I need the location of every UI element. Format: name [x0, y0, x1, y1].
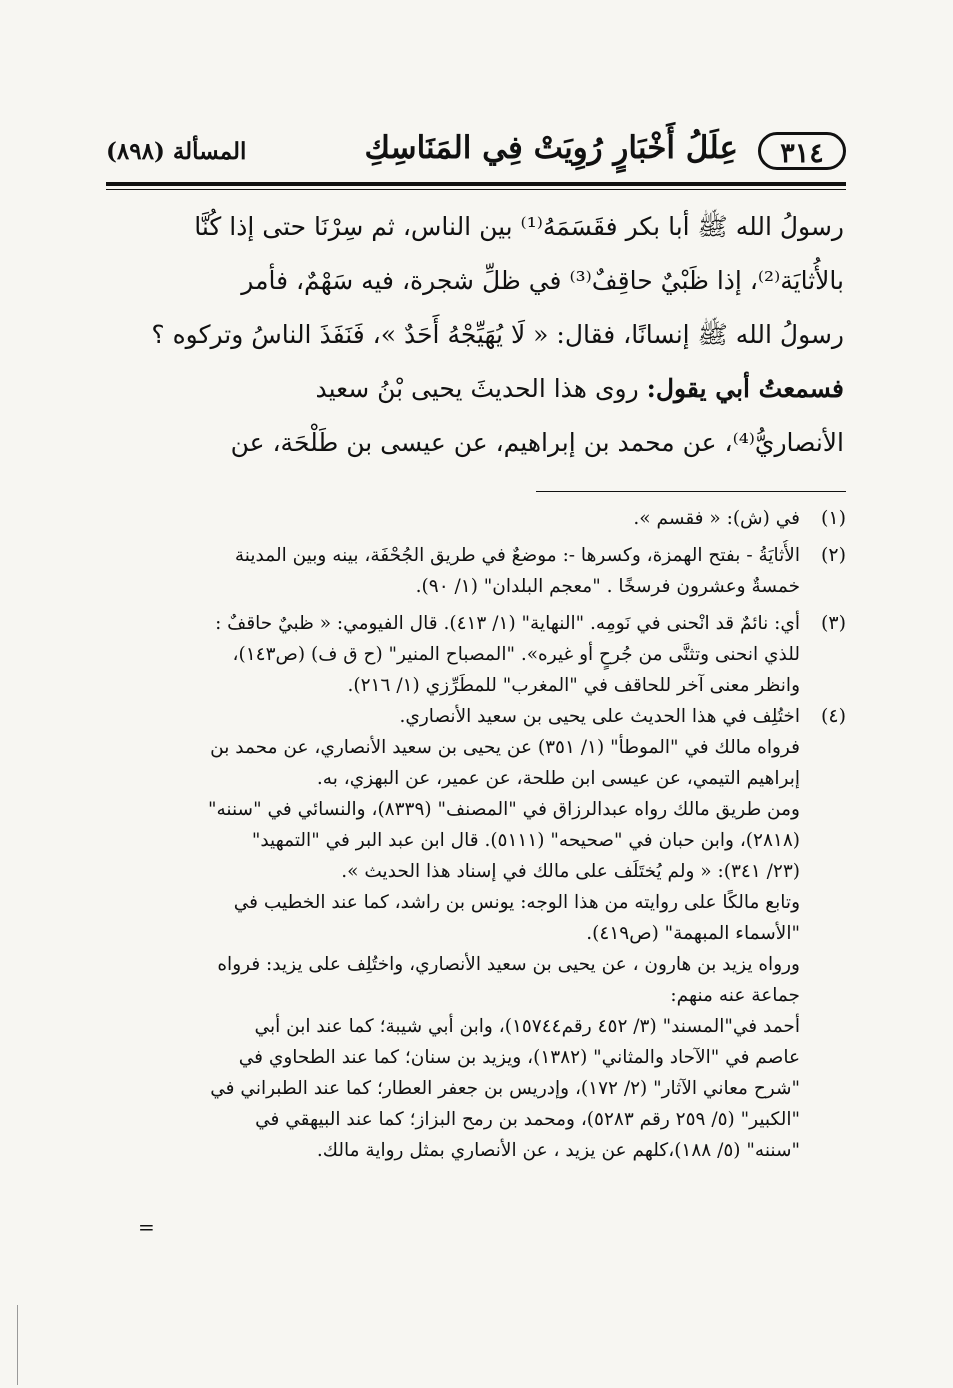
footnote-separator — [536, 491, 846, 492]
footnote-line: وانظر معنى آخر للحاقف في "المغرب" للمطَرِّزي (١/ ٢١٦). — [347, 675, 800, 696]
footnote-line: الأُثايَةُ - بفتح الهمزة، وكسرها -: موضعٌ في طريق الجُحْفَة، بينه وبين المدينة — [234, 545, 800, 566]
footnote-line: "الأسماء المبهمة" (ص٤١٩). — [586, 923, 800, 944]
footnote-line: (٢٨١٨)، وابن حبان في "صحيحه" (٥١١١). قال ابن عبد البر في "التمهيد" — [251, 830, 800, 851]
speaker-label: فسمعتُ أبي يقول: — [646, 374, 844, 403]
footnote-line: "شرح معاني الآثار" (٢/ ١٧٢)، وإدريس بن جعفر العطار؛ كما عند الطبراني في — [210, 1078, 800, 1099]
main-text-line-speaker — [106, 362, 844, 416]
footnote-line: فرواه مالك في "الموطأ" (١/ ٣٥١) عن يحيى بن سعيد الأنصاري، عن محمد بن — [210, 737, 800, 758]
continuation-mark: = — [138, 1215, 155, 1239]
footnote-1 — [110, 503, 846, 534]
footnote-4 — [110, 701, 846, 1166]
footnote-number: (٤) — [820, 705, 846, 727]
footnote-number: (٣) — [820, 612, 846, 634]
footnote-line: خمسةٌ وعشرون فرسخًا . "معجم البلدان" (١/ ٩٠). — [415, 576, 800, 597]
main-text-line: الأنصاريُّ⁽⁴⁾، عن محمد بن إبراهيم، عن عيسى بن طَلْحَة، عن — [230, 428, 844, 457]
footnote-line: وتابع مالكًا على روايته من هذا الوجه: يونس بن راشد، كما عند الخطيب في — [233, 892, 800, 913]
page-number: ٣١٤ — [758, 132, 846, 170]
footnotes — [110, 503, 846, 1166]
footnote-line: "الكبير" (٥/ ٢٥٩ رقم ٥٢٨٣)، ومحمد بن رمح البزاز؛ كما عند البيهقي في — [255, 1109, 800, 1130]
main-text-line: رسولُ الله ﷺ أبا بكر فقَسَمَهُ⁽¹⁾ بين الناس، ثم سِرْنَا حتى إذا كُنَّا — [194, 212, 844, 241]
footnote-number: (١) — [820, 507, 846, 529]
page-header — [106, 128, 846, 180]
main-text — [106, 200, 844, 470]
issue-label: المسألة (٨٩٨) — [106, 138, 247, 165]
header-rule-thick — [106, 182, 846, 186]
footnote-3 — [110, 608, 846, 701]
scan-margin-line — [17, 1305, 18, 1385]
footnote-line: أي: نائمٌ قد انْحنى في نَومِه. "النهاية" (١/ ٤١٣). قال الفيومي: « ظبيٌ حاقفٌ : — [215, 613, 800, 634]
footnote-line: عاصم في "الآحاد والمثاني" (١٣٨٢)، ويزيد بن سنان؛ كما عند الطحاوي في — [238, 1047, 800, 1068]
footnote-line: في (ش): « فقسم ». — [633, 508, 800, 529]
footnote-line: ومن طريق مالك رواه عبدالرزاق في "المصنف" (٨٣٣٩)، والنسائي في "سننه" — [207, 799, 800, 820]
header-rule-thin — [106, 189, 846, 190]
footnote-line: ورواه يزيد بن هارون ، عن يحيى بن سعيد الأنصاري، واختُلِف على يزيد: فرواه — [217, 954, 800, 975]
footnote-line: إبراهيم التيمي، عن عيسى ابن طلحة، عن عمير، عن البهزي، به. — [316, 768, 800, 789]
speaker-text: روى هذا الحديثَ يحيى بْنُ سعيد — [315, 374, 639, 403]
footnote-line: للذي انحنى وتثنَّى من جُرحٍ أو غيره». "المصباح المنير" (ح ق ف) (ص١٤٣)، — [232, 644, 800, 665]
footnote-line: اختُلِف في هذا الحديث على يحيى بن سعيد الأنصاري. — [399, 706, 800, 727]
footnote-number: (٢) — [820, 544, 846, 566]
footnote-line: أحمد في"المسند" (٣/ ٤٥٢ رقم١٥٧٤٤)، وابن أبي شيبة؛ كما عند ابن أبي — [254, 1016, 800, 1037]
footnote-line: "سننه" (٥/ ١٨٨)،كلهم عن يزيد ، عن الأنصاري بمثل رواية مالك. — [316, 1140, 800, 1161]
footnote-line: (٢٣/ ٣٤١): « ولم يُختَلَف على مالك في إسناد هذا الحديث ». — [341, 861, 800, 882]
main-text-line: بالأُثايَة⁽²⁾، إذا ظَبْيٌ حاقِفٌ⁽³⁾ في ظلِّ شجرة، فيه سَهْمٌ، فأمر — [241, 266, 844, 295]
footnote-2 — [110, 540, 846, 602]
footnote-line: جماعة عنه منهم: — [670, 985, 800, 1006]
main-text-line: رسولُ الله ﷺ إنسانًا، فقال: « لَا يُهَيِّجْهُ أَحَدٌ »، فَنَفَذَ الناسُ وتركوه ؟ — [151, 320, 844, 349]
book-title: عِلَلُ أَخْبَارٍ رُوِيَتْ فِي المَنَاسِكِ — [364, 130, 738, 166]
